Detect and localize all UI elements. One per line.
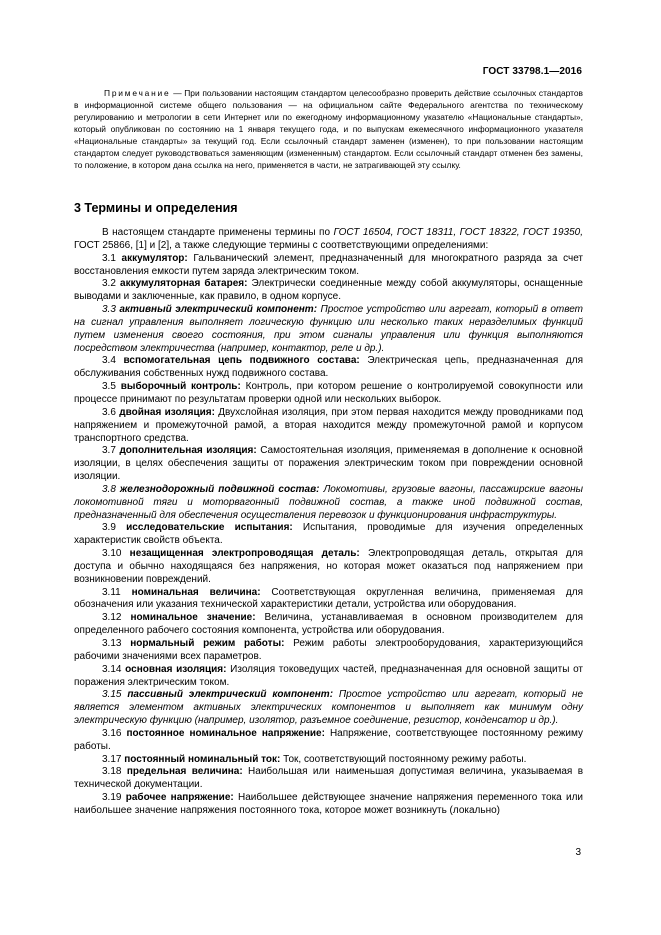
term-number: 3.3 (102, 304, 116, 316)
term-entry (74, 381, 583, 407)
term-entry (74, 638, 583, 664)
intro-refs: ГОСТ 16504, ГОСТ 18311, ГОСТ 18322, ГОСТ 19350, (333, 227, 583, 238)
term-definition: Соответствующая округленная величина, применяемая для обозначения или указания технической характеристики детали, устройства или оборудования. (74, 586, 584, 611)
term-number: 3.16 (102, 727, 122, 739)
term-entry (74, 689, 583, 728)
term-name: нормальный режим работы: (130, 638, 285, 649)
term-name: номинальное значение: (130, 612, 256, 624)
term-name: пассивный электрический компонент: (127, 689, 334, 701)
term-definition: Напряжение, соответствующее постоянному режиму работы. (74, 727, 584, 752)
page-number: 3 (575, 847, 581, 858)
term-name: выборочный контроль: (120, 381, 241, 393)
term-definition: Самостоятельная изоляция, применяемая в дополнение к основной изоляции, в целях обеспечения защиты от поражения электрическим током при повреждении основной изоляции. (74, 445, 584, 483)
reference-note (74, 87, 583, 171)
term-number: 3.2 (102, 278, 116, 290)
term-entry (74, 355, 583, 381)
term-definition: Изоляция токоведущих частей, предназначенная для основной защиты от поражения электрическим током. (74, 663, 584, 688)
note-text: — При пользовании настоящим стандартом целесообразно проверить действие ссылочных стандартов в информационной системе общего пользования — на официальном сайте Федерального агентства по техническому регулированию и метрологии в сети Интернет или по ежегодному информационному указателю «Национальные стандарты», который опубликован по состоянию на 1 января текущего года, и по выпускам ежемесячного информационного указателя «Национальные стандарты» за текущий год. Если ссылочный стандарт заменен (изменен), то при пользовании настоящим стандартом следует руководствоваться заменяющим (измененным) стандартом. Если ссылочный стандарт отменен без замены, то положение, в котором дана ссылка на него, применяется в части, не затрагивающей эту ссылку. (74, 88, 583, 170)
term-number: 3.4 (102, 355, 116, 367)
section-title: 3 Термины и определения (74, 201, 238, 215)
term-definition: Электрическая цепь, предназначенная для обслуживания собственных нужд подвижного состава. (74, 355, 583, 380)
term-entry (74, 587, 583, 613)
term-number: 3.14 (102, 663, 122, 675)
term-entry (74, 304, 583, 355)
term-entry (74, 278, 583, 304)
term-number: 3.8 (102, 483, 116, 495)
term-name: вспомогательная цепь подвижного состава: (123, 355, 360, 367)
intro-paragraph (74, 227, 583, 253)
term-name: железнодорожный подвижной состав: (119, 483, 320, 495)
term-entry (74, 548, 583, 587)
term-definition: Величина, устанавливаемая в основном производителем для определенного рабочего состояния компонента, устройства или оборудования. (74, 612, 584, 637)
term-entry (74, 484, 583, 523)
term-name: аккумуляторная батарея: (120, 278, 248, 290)
term-entry (74, 766, 583, 792)
term-definition: Гальванический элемент, предназначенный для многократного разряда за счет восстановления емкости путем заряда электрическим током. (74, 252, 583, 277)
intro-rest: ГОСТ 25866, [1] и [2], а также следующие термины с соответствующими определениями: (74, 239, 489, 251)
term-name: исследовательские испытания: (126, 522, 293, 534)
term-definition: Электрически соединенные между собой аккумуляторы, оснащенные выводами и заключенные, как правило, в одном корпусе. (74, 278, 583, 303)
term-definition: Режим работы электрооборудования, характеризующийся рабочими значениями всех параметров. (74, 638, 583, 662)
term-number: 3.1 (102, 252, 116, 264)
term-number: 3.11 (102, 586, 121, 598)
term-entry (74, 407, 583, 446)
term-number: 3.13 (102, 638, 122, 649)
term-entry (74, 253, 583, 279)
term-definition: Двухслойная изоляция, при этом первая находится между проводниками под напряжением и промежуточной рамой, а вторая находится между промежуточной рамой и корпусом транспортного средства. (74, 406, 583, 444)
term-number: 3.19 (102, 792, 122, 804)
term-entry (74, 792, 583, 818)
note-label: Примечание (104, 88, 171, 98)
term-name: аккумулятор: (121, 252, 188, 264)
term-definition: Простое устройство или агрегат, который не является элементом активных электрических компонентов и выполняет как минимум одну электрическую функцию (например, изолятор, разъемное соединение, резистор, конденсатор и др.). (74, 689, 584, 727)
term-definition: Ток, соответствующий постоянному режиму работы. (280, 753, 527, 765)
term-name: основная изоляция: (125, 663, 227, 675)
term-number: 3.15 (102, 689, 122, 701)
term-number: 3.9 (102, 522, 116, 534)
term-number: 3.17 (102, 753, 122, 765)
term-name: активный электрический компонент: (119, 304, 318, 316)
term-name: постоянный номинальный ток: (124, 753, 281, 765)
terms-body (74, 227, 583, 818)
term-definition: Испытания, проводимые для изучения определенных характеристик свойств объекта. (74, 522, 583, 547)
term-number: 3.5 (102, 381, 116, 393)
term-name: номинальная величина: (131, 586, 261, 598)
term-name: незащищенная электропроводящая деталь: (129, 548, 360, 560)
term-number: 3.10 (102, 548, 122, 560)
term-entry (74, 445, 583, 484)
term-entry (74, 754, 583, 767)
term-name: предельная величина: (126, 766, 243, 778)
term-name: дополнительная изоляция: (119, 445, 257, 457)
term-number: 3.12 (102, 612, 122, 624)
term-definition: Наибольшая или наименьшая допустимая величина, указываемая в технической документации. (74, 766, 584, 791)
term-name: постоянное номинальное напряжение: (126, 727, 325, 739)
term-entry (74, 522, 583, 548)
term-definition: Локомотивы, грузовые вагоны, пассажирские вагоны локомотивной тяги и моторвагонный подвижной состав, а также иной подвижной состав, предназначенный для обеспечения осуществления перевозок и функционирования инфраструктуры. (74, 483, 584, 521)
term-name: рабочее напряжение: (125, 792, 234, 804)
term-definition: Электропроводящая деталь, открытая для доступа и обычно находящаяся без напряжения, но которая может оказаться под напряжением при возникновении повреждений. (74, 548, 584, 585)
term-definition: Наибольшее действующее значение напряжения переменного тока или наибольшее значение напряжения постоянного тока, которое может возникнуть (локально) (74, 792, 584, 816)
term-definition: Простое устройство или агрегат, который в ответ на сигнал управления выполняет логическую функцию или несколько таких неразделимых функций путем изменения своего состояния, при этом сигналы управления или функция выполняются посредством электричества (например, контактор, реле и др.). (74, 304, 583, 354)
standard-id-header: ГОСТ 33798.1—2016 (482, 66, 582, 77)
term-definition: Контроль, при котором решение о контролируемой совокупности или процессе принимают по результатам проверки одной или нескольких выборок. (74, 381, 584, 405)
term-entry (74, 612, 583, 638)
term-name: двойная изоляция: (119, 406, 215, 418)
intro-lead: В настоящем стандарте применены термины по (102, 227, 334, 238)
term-number: 3.7 (102, 445, 116, 457)
term-entry (74, 728, 583, 754)
term-number: 3.18 (102, 766, 122, 778)
term-number: 3.6 (102, 406, 116, 418)
term-entry (74, 664, 583, 690)
